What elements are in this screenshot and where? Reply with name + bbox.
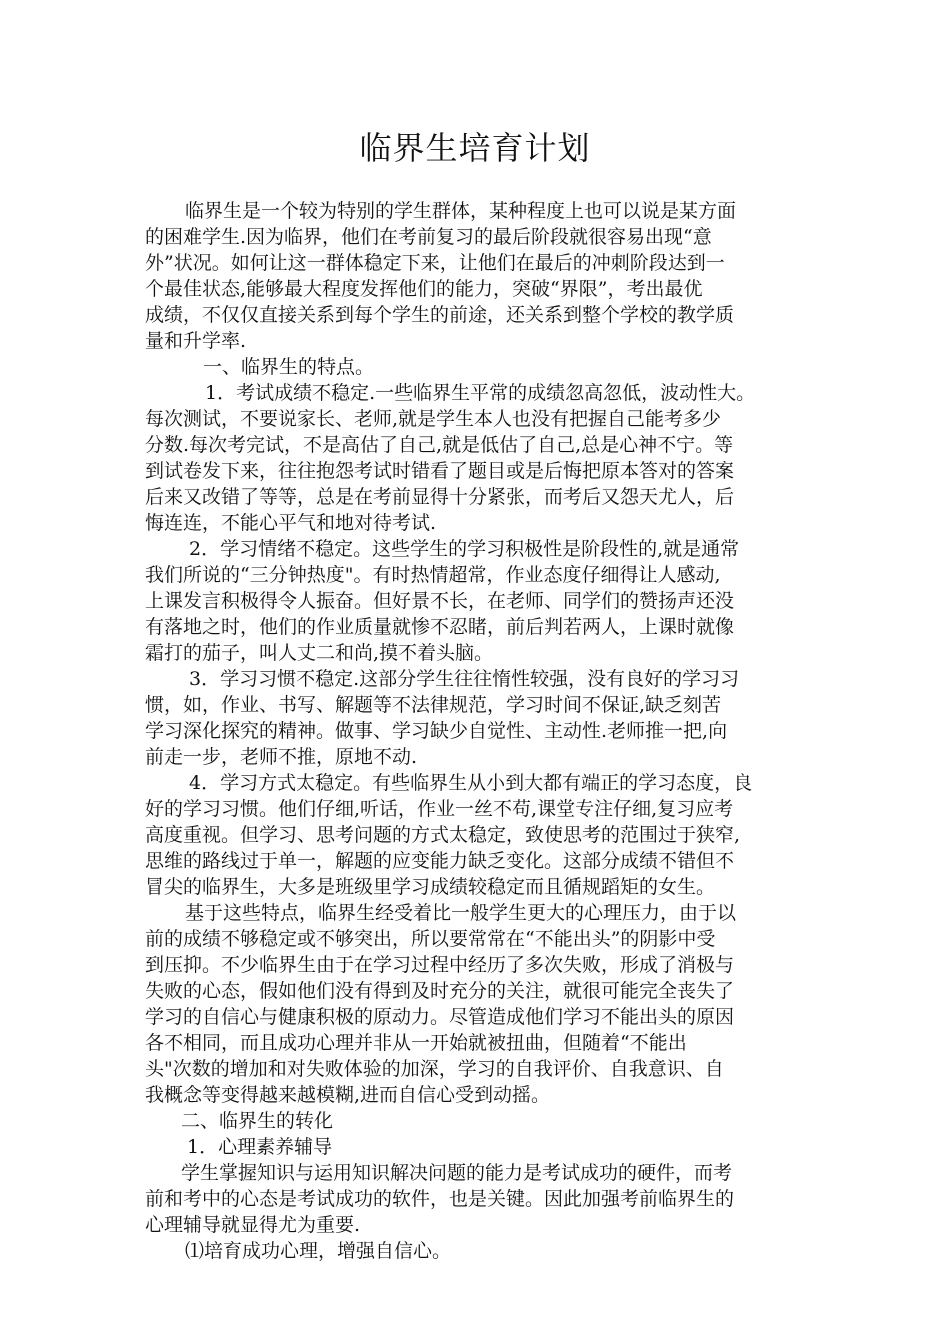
section-heading: 二、临界生的转化 bbox=[181, 1110, 334, 1132]
paragraph-line: 学习的自信心与健康积极的原动力。尽管造成他们学习不能出头的原因 bbox=[145, 1006, 735, 1028]
paragraph-line: 的困难学生.因为临界，他们在考前复习的最后阶段就很容易出现“意 bbox=[145, 226, 712, 248]
paragraph-line: 失败的心态，假如他们没有得到及时充分的关注，就很可能完全丧失了 bbox=[145, 980, 735, 1002]
paragraph-line: 心理辅导就显得尤为重要. bbox=[145, 1214, 361, 1236]
paragraph-line: 我们所说的“三分钟热度"。有时热情超常，作业态度仔细得让人感动, bbox=[145, 564, 721, 586]
paragraph-line: 量和升学率. bbox=[145, 330, 247, 352]
paragraph-line: 我概念等变得越来越模糊,进而自信心受到动摇。 bbox=[145, 1084, 551, 1106]
paragraph-line: 成绩，不仅仅直接关系到每个学生的前途，还关系到整个学校的教学质 bbox=[145, 304, 735, 326]
paragraph-line: 上课发言积极得令人振奋。但好景不长，在老师、同学们的赞扬声还没 bbox=[145, 590, 735, 612]
paragraph-line: 外”状况。如何让这一群体稳定下来，让他们在最后的冲刺阶段达到一 bbox=[145, 252, 725, 274]
document-title: 临界生培育计划 bbox=[359, 129, 591, 167]
paragraph-line: 到试卷发下来，往往抱怨考试时错看了题目或是后悔把原本答对的答案 bbox=[145, 460, 735, 482]
paragraph-line: 悔连连，不能心平气和地对待考试. bbox=[145, 512, 437, 534]
paragraph-line: 各不相同，而且成功心理并非从一开始就被扭曲，但随着“不能出 bbox=[145, 1032, 687, 1054]
paragraph-line: 4．学习方式太稳定。有些临界生从小到大都有端正的学习态度，良 bbox=[189, 772, 753, 794]
paragraph-line: 头"次数的增加和对失败体验的加深，学习的自我评价、自我意识、自 bbox=[145, 1058, 724, 1080]
paragraph-line: 个最佳状态,能够最大程度发挥他们的能力，突破“界限”，考出最优 bbox=[145, 278, 703, 300]
paragraph-line: 好的学习习惯。他们仔细,听话，作业一丝不苟,课堂专注仔细,复习应考 bbox=[145, 798, 734, 820]
section-heading: 一、临界生的特点。 bbox=[203, 356, 375, 378]
paragraph-line: ⑴培育成功心理，增强自信心。 bbox=[185, 1240, 452, 1262]
paragraph-line: 临界生是一个较为特别的学生群体，某种程度上也可以说是某方面 bbox=[185, 200, 737, 222]
paragraph-line: 后来又改错了等等，总是在考前显得十分紧张，而考后又怨天尤人，后 bbox=[145, 486, 735, 508]
document-body bbox=[145, 198, 853, 1264]
paragraph-line: 3．学习习惯不稳定.这部分学生往往惰性较强，没有良好的学习习 bbox=[189, 668, 740, 690]
paragraph-line: 分数.每次考完试，不是高估了自己,就是低估了自己,总是心神不宁。等 bbox=[145, 434, 734, 456]
paragraph-line: 每次测试，不要说家长、老师,就是学生本人也没有把握自己能考多少 bbox=[145, 408, 722, 430]
paragraph-line: 基于这些特点，临界生经受着比一般学生更大的心理压力，由于以 bbox=[185, 902, 737, 924]
subsection-heading: 1．心理素养辅导 bbox=[187, 1136, 333, 1158]
paragraph-line: 思维的路线过于单一，解题的应变能力缺乏变化。这部分成绩不错但不 bbox=[145, 850, 735, 872]
paragraph-line: 学习深化探究的精神。做事、学习缺少自觉性、主动性.老师推一把,向 bbox=[145, 720, 728, 742]
paragraph-line: 学生掌握知识与运用知识解决问题的能力是考试成功的硬件，而考 bbox=[181, 1162, 733, 1184]
paragraph-line: 惯，如，作业、书写、解题等不法律规范，学习时间不保证,缺乏刻苦 bbox=[145, 694, 722, 716]
paragraph-line: 2．学习情绪不稳定。这些学生的学习积极性是阶段性的,就是通常 bbox=[189, 538, 740, 560]
paragraph-line: 到压抑。不少临界生由于在学习过程中经历了多次失败，形成了消极与 bbox=[145, 954, 735, 976]
paragraph-line: 前的成绩不够稳定或不够突出，所以要常常在“不能出头”的阴影中受 bbox=[145, 928, 716, 950]
paragraph-line: 霜打的茄子，叫人丈二和尚,摸不着头脑。 bbox=[145, 642, 494, 664]
paragraph-line: 前走一步，老师不推，原地不动. bbox=[145, 746, 418, 768]
paragraph-line: 有落地之时，他们的作业质量就惨不忍睹，前后判若两人，上课时就像 bbox=[145, 616, 735, 638]
paragraph-line: 高度重视。但学习、思考问题的方式太稳定，致使思考的范围过于狭窄, bbox=[145, 824, 741, 846]
paragraph-line: 前和考中的心态是考试成功的软件，也是关键。因此加强考前临界生的 bbox=[145, 1188, 735, 1210]
paragraph-line: 1．考试成绩不稳定.一些临界生平常的成绩忽高忽低，波动性大。 bbox=[205, 382, 756, 404]
paragraph-line: 冒尖的临界生，大多是班级里学习成绩较稳定而且循规蹈矩的女生。 bbox=[145, 876, 716, 898]
